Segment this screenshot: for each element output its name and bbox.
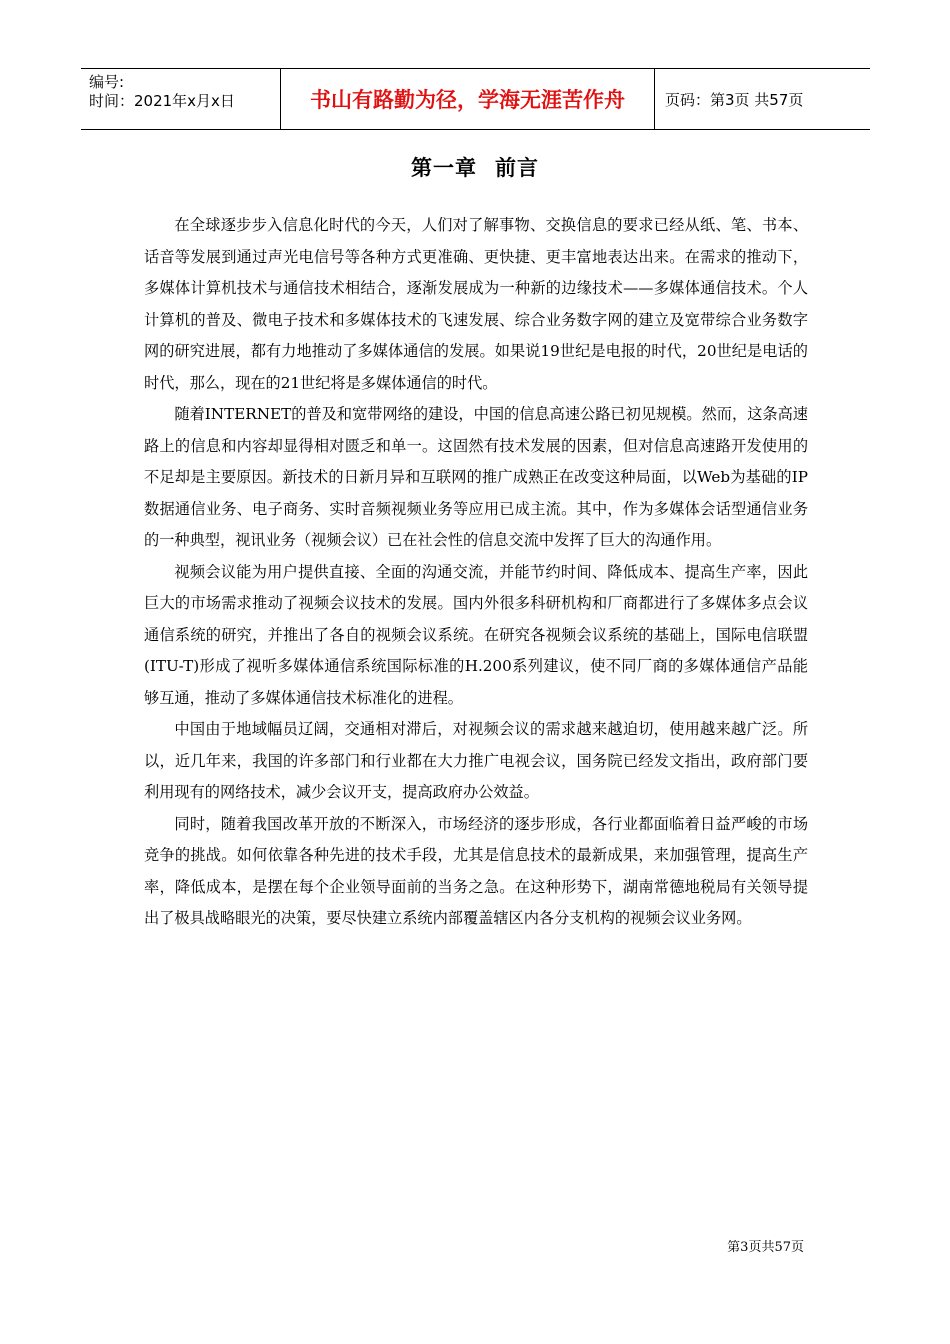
paragraph: 视频会议能为用户提供直接、全面的沟通交流，并能节约时间、降低成本、提高生产率，因此巨大的市场需求推动了视频会议技术的发展。国内外很多科研机构和厂商都进行了多媒体多点会议通信系统的研究，并推出了各自的视频会议系统。在研究各视频会议系统的基础上，国际电信联盟(ITU-T)形成了视听多媒体通信系统国际标准的H.200系列建议，使不同厂商的多媒体通信产品能够互通，推动了多媒体通信技术标准化的进程。 bbox=[144, 562, 808, 707]
paragraph: 随着INTERNET的普及和宽带网络的建设，中国的信息高速公路已初见规模。然而，这条高速路上的信息和内容却显得相对匮乏和单一。这固然有技术发展的因素，但对信息高速路开发使用的不足却是主要原因。新技术的日新月异和互联网的推广成熟正在改变这种局面，以Web为基础的IP数据通信业务、电子商务、实时音频视频业务等应用已成主流。其中，作为多媒体会话型通信业务的一种典型，视讯业务（视频会议）已在社会性的信息交流中发挥了巨大的沟通作用。 bbox=[144, 405, 808, 549]
header-page-info: 页码：第3页 共57页 bbox=[665, 90, 804, 109]
page-header bbox=[81, 68, 870, 130]
chapter-number: 第一章 bbox=[411, 156, 477, 180]
chapter-name: 前言 bbox=[495, 156, 539, 180]
chapter-title bbox=[0, 152, 950, 182]
page-footer: 第3页共57页 bbox=[727, 1240, 804, 1255]
document-number-label: 编号: bbox=[89, 73, 125, 91]
paragraph: 同时，随着我国改革开放的不断深入，市场经济的逐步形成，各行业都面临着日益严峻的市场竞争的挑战。如何依靠各种先进的技术手段，尤其是信息技术的最新成果，来加强管理，提高生产率，降低成本，是摆在每个企业领导面前的当务之急。在这种形势下，湖南常德地税局有关领导提出了极具战略眼光的决策，要尽快建立系统内部覆盖辖区内各分支机构的视频会议业务网。 bbox=[144, 814, 808, 927]
paragraph: 在全球逐步步入信息化时代的今天，人们对了解事物、交换信息的要求已经从纸、笔、书本、话音等发展到通过声光电信号等各种方式更准确、更快捷、更丰富地表达出来。在需求的推动下，多媒体计算机技术与通信技术相结合，逐渐发展成为一种新的边缘技术——多媒体通信技术。个人计算机的普及、微电子技术和多媒体技术的飞速发展、综合业务数字网的建立及宽带综合业务数字网的研究进展，都有力地推动了多媒体通信的发展。如果说19世纪是电报的时代，20世纪是电话的时代，那么，现在的21世纪将是多媒体通信的时代。 bbox=[144, 216, 808, 392]
header-motto: 书山有路勤为径，学海无涯苦作舟 bbox=[281, 69, 655, 129]
document-time: 时间：2021年x月x日 bbox=[89, 92, 235, 110]
body-text bbox=[144, 210, 808, 935]
paragraph: 中国由于地域幅员辽阔，交通相对滞后，对视频会议的需求越来越迫切，使用越来越广泛。所以，近几年来，我国的许多部门和行业都在大力推广电视会议，国务院已经发文指出，政府部门要利用现有的网络技术，减少会议开支，提高政府办公效益。 bbox=[144, 720, 808, 801]
header-meta bbox=[81, 69, 281, 129]
